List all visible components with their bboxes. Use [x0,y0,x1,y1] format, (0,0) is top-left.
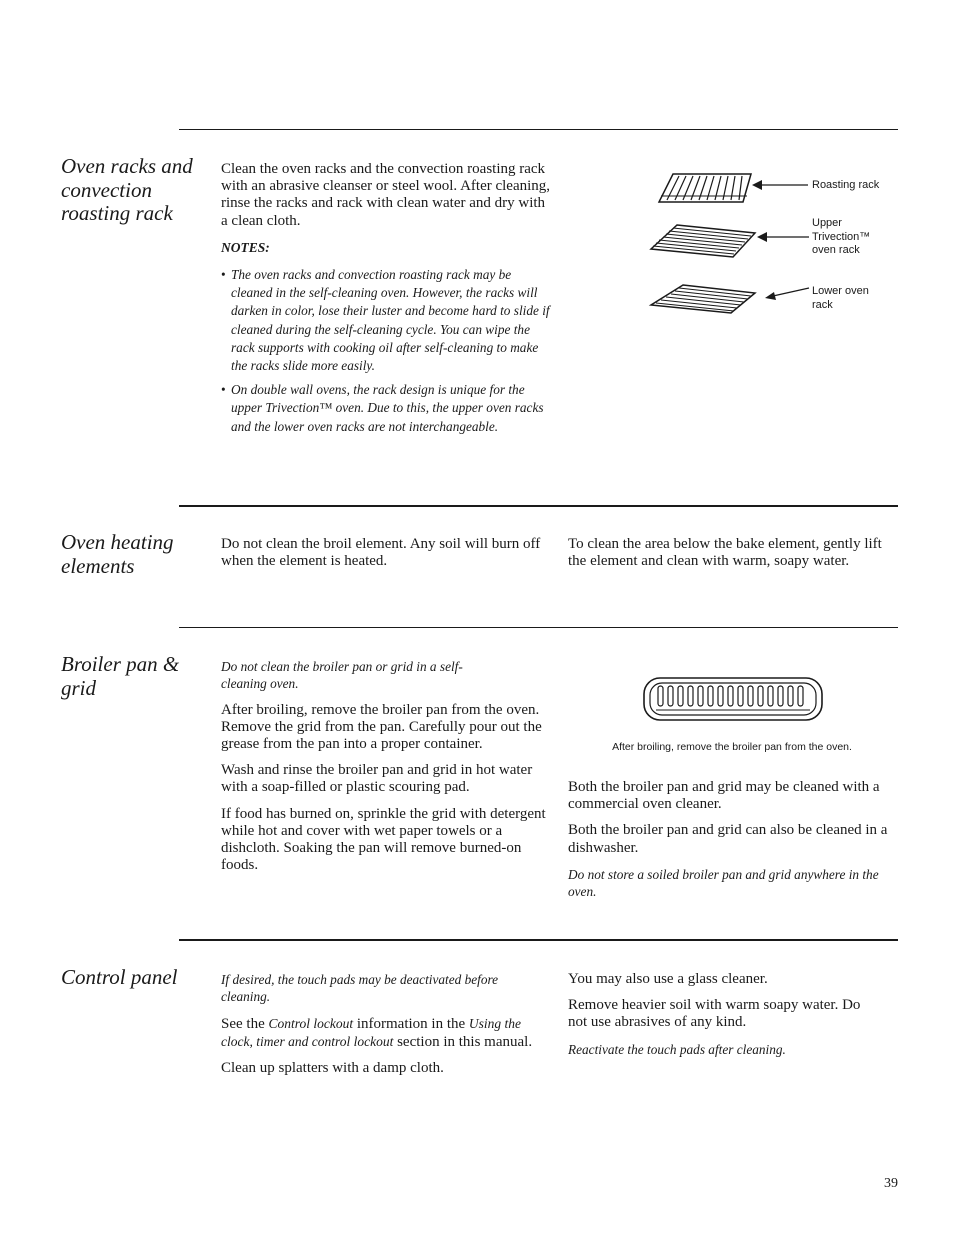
broiler-left-note: Do not clean the broiler pan or grid in a self-cleaning oven. [221,659,463,692]
control-lockout-ref: Control lockout [268,1015,354,1031]
section-ref: Using the clock, timer and control lockout [221,1015,522,1049]
broiler-right-note: Do not store a soiled broiler pan and grid anywhere in the oven. [568,866,879,900]
note-item: • The oven racks and convection roasting rack may be cleaned in the self-cleaning oven. However, the racks will darken in color, lose their luster and become hard to slide if cleaned during the self-cleaning cycle. You can wipe the rack supports with cooking oil after self-cleaning to make the racks slide more easily. [221,266,551,375]
oven-racks-text [221,161,551,442]
section-tail-text: section in this manual. [397,1033,533,1050]
heating-right-col [568,536,888,579]
broiler-left-p2: Wash and rinse the broiler pan and grid in hot water with a soap-filled or plastic scouring pad. [221,762,533,796]
information-text: information in the [356,1015,466,1032]
heating-left-text: Do not clean the broil element. Any soil will burn off when the element is heated. [221,536,541,570]
note-item: • On double wall ovens, the rack design is unique for the upper Trivection™ oven. Due to this, the upper oven racks and the lower oven racks are not interchangeable. [221,381,551,436]
section-divider-control [179,939,898,941]
broiler-heading: Broiler pan & grid [61,652,180,700]
upper-rack-arrow-icon [757,230,811,244]
control-left-col [221,971,547,1086]
upper-rack-label: Upper Trivection™ oven rack [812,217,871,256]
heating-left-col [221,536,541,579]
broiler-caption: After broiling, remove the broiler pan from the oven. [612,741,852,753]
see-the-text: See the [221,1015,265,1032]
oven-racks-heading: Oven racks and convection roasting rack [61,154,193,225]
broiler-pan-illustration [642,676,824,722]
control-right-col [568,971,888,1067]
control-left-note: If desired, the touch pads may be deactivated before cleaning. [221,972,499,1005]
broiler-right-p1: Both the broiler pan and grid may be cleaned with a commercial oven cleaner. [568,779,880,813]
section-divider-broiler [179,627,898,628]
heating-elements-heading: Oven heating elements [61,530,174,578]
heating-right-text: To clean the area below the bake element, gently lift the element and clean with warm, soapy water. [568,536,882,570]
control-left-p1 [221,1015,547,1051]
broiler-right-p2: Both the broiler pan and grid can also be cleaned in a dishwasher. [568,822,888,856]
lower-rack-label: Lower oven rack [812,285,869,311]
control-right-p2: Remove heavier soil with warm soapy water. Do not use abrasives of any kind. [568,997,861,1031]
broiler-left-p3: If food has burned on, sprinkle the grid with detergent while hot and cover with wet paper towels or a dishcloth. Soaking the pan will remove burned-on foods. [221,805,546,874]
page-number: 39 [884,1176,898,1191]
lower-rack-arrow-icon [765,284,811,302]
roasting-rack-label: Roasting rack [812,179,880,191]
roasting-rack-illustration [655,172,755,204]
control-right-p1: You may also use a glass cleaner. [568,971,768,987]
control-right-note: Reactivate the touch pads after cleaning. [568,1041,786,1057]
broiler-left-p1: After broiling, remove the broiler pan from the oven. Remove the grid from the pan. Carefully pour out the grease from the pan into a proper container. [221,701,542,752]
notes-list [221,266,551,436]
top-rule [179,129,898,130]
broiler-right-col [568,779,888,909]
lower-rack-illustration [649,283,759,315]
control-left-p2: Clean up splatters with a damp cloth. [221,1060,444,1076]
notes-label: NOTES: [221,239,270,255]
broiler-left-col [221,658,549,883]
section-divider-heating [179,505,898,507]
oven-racks-body: Clean the oven racks and the convection roasting rack with an abrasive cleanser or steel wool. After cleaning, rinse the racks and rack with clean water and dry with a clean cloth. [221,161,551,229]
upper-rack-illustration [649,223,759,259]
control-panel-heading: Control panel [61,965,178,989]
roasting-rack-arrow-icon [752,178,810,192]
